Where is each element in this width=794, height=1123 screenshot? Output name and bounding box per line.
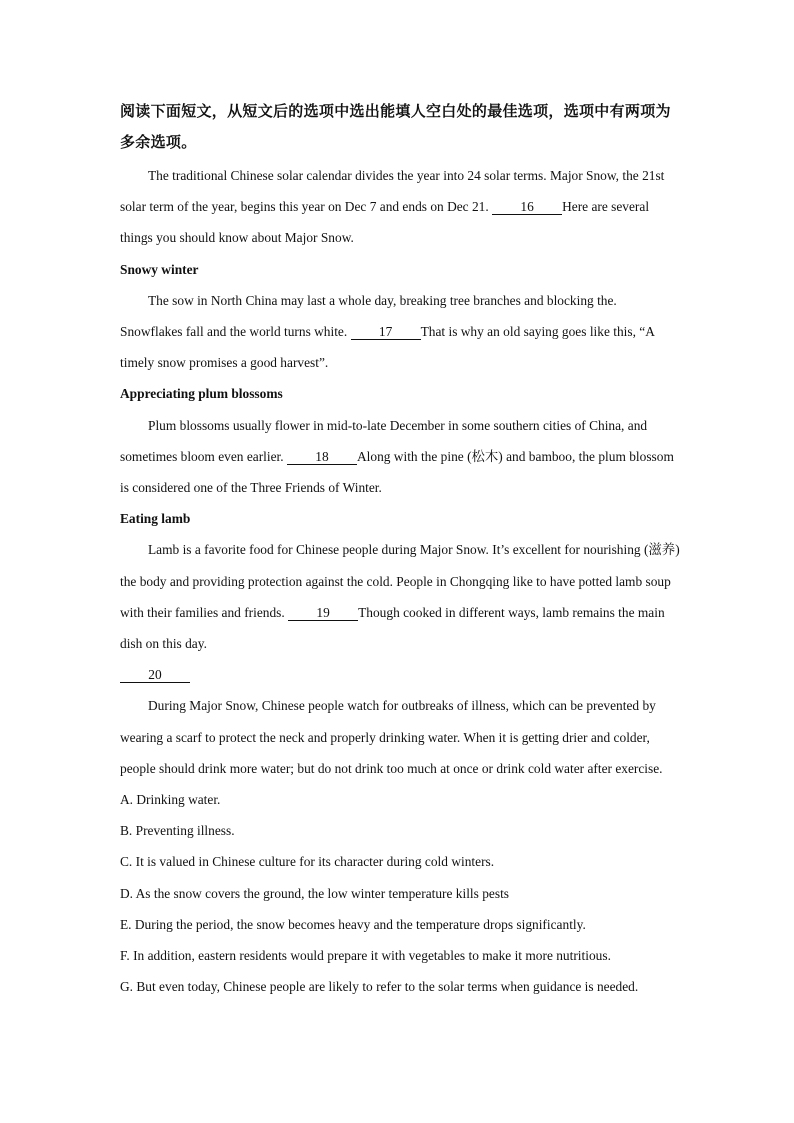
intro-text-1: The traditional Chinese solar calendar divides the year into 24 solar terms. Major Snow, the 21st solar term of the year, begins this year on Dec 7 and ends on Dec 21. — [120, 168, 665, 215]
snowy-winter-text-1: The sow in North China may last a whole day, breaking tree branches and blocking the. Snowflakes fall and the world turns white. — [120, 292, 617, 340]
section-20-paragraph: During Major Snow, Chinese people watch for outbreaks of illness, which can be prevented by wearing a scarf to protect the neck and properly drinking water. When it is getting drier and colder, people should drink more water; but do not drink too much at once or drink cold water after exercise. — [120, 698, 663, 776]
snowy-winter-text-2: That is why an old saying goes like this, “A timely snow promises a good harvest”. — [120, 324, 655, 371]
document-page — [120, 96, 680, 1002]
option-e[interactable]: E. During the period, the snow becomes heavy and the temperature drops significantly. — [120, 916, 586, 932]
blank-18[interactable]: 18 — [287, 449, 357, 465]
option-d[interactable]: D. As the snow covers the ground, the low winter temperature kills pests — [120, 885, 509, 901]
option-b[interactable]: B. Preventing illness. — [120, 823, 235, 839]
intro-text-2: Here are several things you should know about Major Snow. — [120, 199, 650, 246]
section-heading-snowy-winter: Snowy winter — [120, 261, 199, 277]
option-a[interactable]: A. Drinking water. — [120, 792, 221, 808]
eating-lamb-paragraph — [120, 534, 680, 659]
intro-paragraph — [120, 160, 680, 254]
section-heading-plum-blossoms: Appreciating plum blossoms — [120, 386, 283, 402]
blank-20[interactable]: 20 — [120, 667, 190, 683]
plum-blossoms-text-1: Plum blossoms usually flower in mid-to-late December in some southern cities of China, and sometimes bloom even earlier. — [120, 417, 648, 464]
plum-blossoms-paragraph — [120, 410, 680, 504]
option-f[interactable]: F. In addition, eastern residents would prepare it with vegetables to make it more nutritious. — [120, 948, 611, 964]
blank-19[interactable]: 19 — [288, 605, 358, 621]
option-c[interactable]: C. It is valued in Chinese culture for its character during cold winters. — [120, 854, 495, 870]
section-heading-eating-lamb: Eating lamb — [120, 511, 191, 527]
blank-17[interactable]: 17 — [351, 324, 421, 340]
plum-blossoms-text-2: Along with the pine (松木) and bamboo, the plum blossom is considered one of the Three Friends of Winter. — [120, 448, 674, 496]
eating-lamb-text-2: Though cooked in different ways, lamb remains the main dish on this day. — [120, 604, 665, 652]
eating-lamb-text-1: Lamb is a favorite food for Chinese people during Major Snow. It’s excellent for nourishing (滋养) the body and providing protection against the cold. People in Chongqing like to have potted lamb soup with their families and friends. — [120, 542, 680, 620]
option-g[interactable]: G. But even today, Chinese people are likely to refer to the solar terms when guidance is needed. — [120, 979, 639, 995]
snowy-winter-paragraph — [120, 285, 680, 379]
instruction-text: 阅读下面短文，从短文后的选项中选出能填人空白处的最佳选项，选项中有两项为多余选项。 — [120, 102, 671, 151]
blank-20-line — [120, 659, 680, 690]
blank-16[interactable]: 16 — [492, 199, 562, 215]
